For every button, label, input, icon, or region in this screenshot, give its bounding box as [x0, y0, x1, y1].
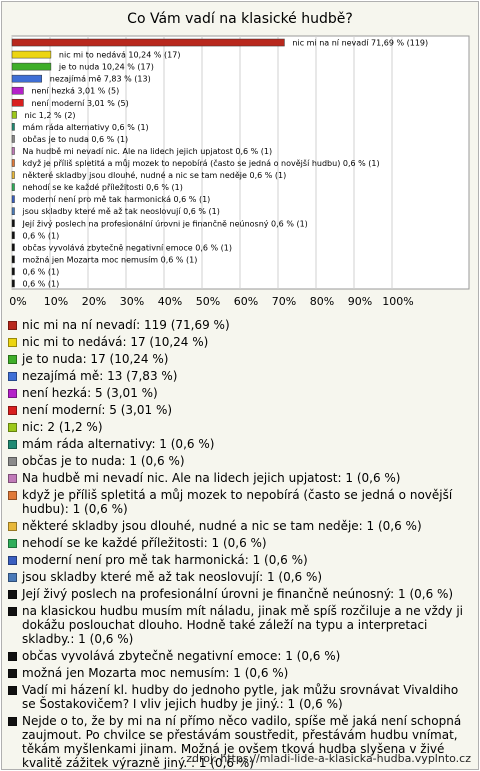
x-tick-label: 100% — [382, 295, 414, 308]
bar-data-label: nic mi na ní nevadí 71,69 % (119) — [292, 38, 429, 48]
bar-data-label: mám ráda alternativy 0,6 % (1) — [22, 122, 149, 132]
legend-label: není moderní: 5 (3,01 %) — [22, 403, 173, 417]
legend-label: nic mi na ní nevadí: 119 (71,69 %) — [22, 318, 230, 332]
legend-item — [8, 666, 474, 680]
bar-data-label: když je příliš spletitá a můj mozek to nepobírá (často se jedná o novější hudbu) 0,6 % (1) — [22, 159, 380, 169]
bar — [12, 208, 15, 215]
bar — [12, 280, 15, 287]
bar — [12, 51, 51, 58]
bar-data-label: 0,6 % (1) — [22, 231, 60, 241]
legend-swatch — [8, 338, 17, 347]
bar-data-label: není moderní 3,01 % (5) — [31, 98, 129, 108]
bar-data-label: 0,6 % (1) — [22, 267, 60, 277]
legend-item — [8, 318, 474, 332]
legend-swatch — [8, 590, 17, 599]
bar-data-label: občas je to nuda 0,6 % (1) — [22, 134, 129, 144]
legend-label: mám ráda alternativy: 1 (0,6 %) — [22, 437, 215, 451]
bar-data-label: některé skladby jsou dlouhé, nudné a nic se tam neděje 0,6 % (1) — [22, 171, 287, 181]
legend-swatch — [8, 389, 17, 398]
legend-swatch — [8, 440, 17, 449]
bar-data-label: nic mi to nedává 10,24 % (17) — [58, 50, 181, 60]
legend-label: jsou skladby které mě až tak neoslovují: 1 (0,6 %) — [22, 570, 323, 584]
legend-item — [8, 553, 474, 567]
bar — [12, 220, 15, 227]
legend-item — [8, 403, 474, 417]
legend-label: nehodí se ke každé příležitosti: 1 (0,6 %) — [22, 536, 267, 550]
legend-label: není hezká: 5 (3,01 %) — [22, 386, 158, 400]
bar-data-label: nehodí se ke každé příležitosti 0,6 % (1) — [22, 183, 183, 193]
x-tick-label: 40% — [157, 295, 183, 308]
legend-item — [8, 454, 474, 468]
legend-item — [8, 587, 474, 601]
legend-label: nezajímá mě: 13 (7,83 %) — [22, 369, 178, 383]
x-tick-label: 60% — [233, 295, 259, 308]
x-tick-label: 30% — [119, 295, 145, 308]
bar — [12, 268, 15, 275]
bar-data-label: jsou skladby které mě až tak neoslovují 0,6 % (1) — [22, 207, 220, 217]
bar — [12, 172, 15, 179]
legend-swatch — [8, 686, 17, 695]
bar-chart — [2, 2, 478, 312]
legend-label: Vadí mi házení kl. hudby do jednoho pytle, jak můžu srovnávat Vivaldiho se Šostakovičem? I vliv jejich hudby je jiný.: 1 (0,6 %) — [22, 683, 459, 711]
legend-item — [8, 335, 474, 349]
bar-data-label: není hezká 3,01 % (5) — [31, 86, 120, 96]
legend-swatch — [8, 372, 17, 381]
bar — [12, 123, 15, 130]
bar — [12, 87, 23, 94]
bar-data-label: občas vyvolává zbytečně negativní emoce 0,6 % (1) — [22, 243, 233, 253]
chart-title: Co Vám vadí na klasické hudbě? — [127, 11, 353, 27]
legend-item — [8, 352, 474, 366]
bar — [12, 111, 17, 118]
legend-label: nic: 2 (1,2 %) — [22, 420, 103, 434]
source-credit: zdroj: https://mladi-lide-a-klasicka-hudba.vyplnto.cz — [186, 752, 471, 765]
legend-swatch — [8, 522, 17, 531]
bar — [12, 147, 15, 154]
bar-data-label: je to nuda 10,24 % (17) — [58, 62, 154, 72]
bar — [12, 99, 23, 106]
x-tick-label: 70% — [271, 295, 297, 308]
bar — [12, 159, 15, 166]
legend-swatch — [8, 355, 17, 364]
chart-panel — [1, 1, 479, 770]
legend-swatch — [8, 573, 17, 582]
legend-label: Její živý poslech na profesionální úrovni je finančně neúnosný: 1 (0,6 %) — [22, 587, 454, 601]
legend-item — [8, 420, 474, 434]
x-tick-label: 20% — [81, 295, 107, 308]
bar-data-label: 0,6 % (1) — [22, 279, 60, 289]
legend-label: občas vyvolává zbytečně negativní emoce: 1 (0,6 %) — [22, 649, 341, 663]
legend-label: Na hudbě mi nevadí nic. Ale na lidech jejich upjatost: 1 (0,6 %) — [22, 471, 401, 485]
legend-item — [8, 536, 474, 550]
bar — [12, 244, 15, 251]
legend-item — [8, 604, 474, 646]
legend-label: moderní není pro mě tak harmonická: 1 (0,6 %) — [22, 553, 308, 567]
x-tick-label: 0% — [9, 295, 27, 308]
bar — [12, 232, 15, 239]
legend-swatch — [8, 652, 17, 661]
legend-swatch — [8, 539, 17, 548]
bar — [12, 256, 15, 263]
x-tick-label: 90% — [347, 295, 373, 308]
legend-item — [8, 386, 474, 400]
legend-item — [8, 471, 474, 485]
x-tick-label: 50% — [195, 295, 221, 308]
chart-legend — [8, 318, 474, 770]
bar — [12, 39, 284, 46]
bar-data-label: možná jen Mozarta moc nemusím 0,6 % (1) — [22, 255, 198, 265]
legend-item — [8, 488, 474, 516]
x-tick-label: 10% — [43, 295, 69, 308]
bar-data-label: nic 1,2 % (2) — [24, 110, 76, 120]
legend-swatch — [8, 406, 17, 415]
legend-item — [8, 519, 474, 533]
legend-label: občas je to nuda: 1 (0,6 %) — [22, 454, 185, 468]
legend-item — [8, 649, 474, 663]
legend-swatch — [8, 474, 17, 483]
legend-swatch — [8, 607, 17, 616]
legend-swatch — [8, 556, 17, 565]
legend-swatch — [8, 491, 17, 500]
legend-item — [8, 369, 474, 383]
bar — [12, 63, 51, 70]
bar-data-label: Na hudbě mi nevadí nic. Ale na lidech jejich upjatost 0,6 % (1) — [22, 146, 273, 156]
legend-label: je to nuda: 17 (10,24 %) — [22, 352, 169, 366]
legend-label: nic mi to nedává: 17 (10,24 %) — [22, 335, 209, 349]
legend-label: některé skladby jsou dlouhé, nudné a nic se tam neděje: 1 (0,6 %) — [22, 519, 422, 533]
legend-swatch — [8, 321, 17, 330]
bar-data-label: nezajímá mě 7,83 % (13) — [49, 74, 151, 84]
legend-label: na klasickou hudbu musím mít náladu, jinak mě spíš rozčiluje a ne vždy ji dokážu poslouchat dlouho. Hodně také záleží na typu a interpretaci skladby.: 1 (0,6 %) — [22, 604, 463, 646]
bar — [12, 135, 15, 142]
bar — [12, 75, 42, 82]
legend-label: možná jen Mozarta moc nemusím: 1 (0,6 %) — [22, 666, 289, 680]
legend-swatch — [8, 717, 17, 726]
legend-label: když je příliš spletitá a můj mozek to nepobírá (často se jedná o novější hudbu): 1 (0,6 %) — [22, 488, 453, 516]
legend-swatch — [8, 423, 17, 432]
legend-item — [8, 437, 474, 451]
legend-swatch — [8, 669, 17, 678]
bar-data-label: moderní není pro mě tak harmonická 0,6 % (1) — [22, 195, 211, 205]
bar — [12, 196, 15, 203]
x-tick-label: 80% — [309, 295, 335, 308]
legend-item — [8, 683, 474, 711]
bar-data-label: Její živý poslech na profesionální úrovni je finančně neúnosný 0,6 % (1) — [22, 219, 308, 229]
legend-item — [8, 570, 474, 584]
bar — [12, 184, 15, 191]
legend-swatch — [8, 457, 17, 466]
legend-label: Nejde o to, že by mi na ní přímo něco vadilo, spíše mě jaká není schopná zaujmout. Po chvilce se přestávám soustředit, přestávám hudbu vnímat, těkám myšlenkami jinam. Možná je ovšem tková hudba slyšena v živé kvalitě zážitek výrazně jiný. : 1 (0,6 %) — [22, 714, 462, 770]
